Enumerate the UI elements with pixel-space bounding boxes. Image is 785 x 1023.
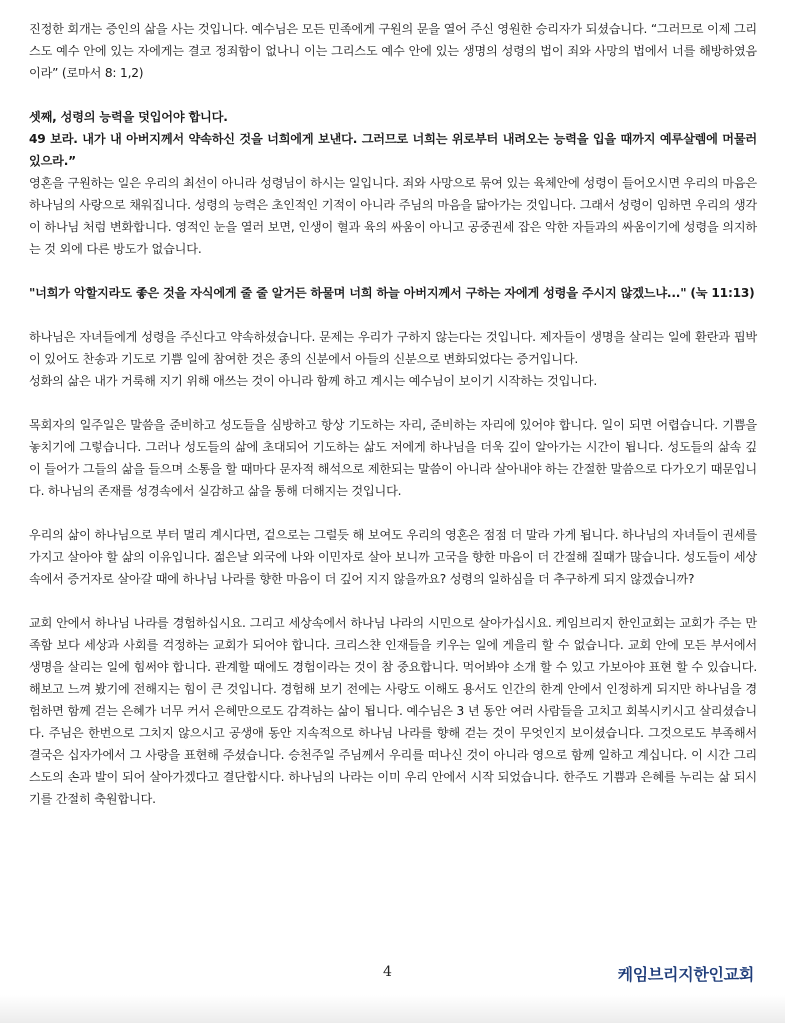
paragraph-holy-spirit: 영혼을 구원하는 일은 우리의 최선이 아니라 성령님이 하시는 일입니다. 죄와 사망으로 묶여 있는 육체안에 성령이 들어오시면 우리의 마음은 하나님의 사랑으로 채워집니다. 성령의 능력은 초인적인 기적이 아니라 주님의 마음을 닮아가는 것입니다. 그래서 성령이 임하면 우리의 생각이 하나님 처럼 변화합니다. 영적인 눈을 열러 보면, 인생이 혈과 육의 싸움이 아니고 공중권세 잡은 악한 자들과의 싸움이기에 성령을 의지하는 것 외에 다른 방도가 없습니다. <box>29 176 757 256</box>
document-body <box>29 18 757 810</box>
paragraph-pastor-week: 목회자의 일주일은 말씀을 준비하고 성도들을 심방하고 항상 기도하는 자리, 준비하는 자리에 있어야 합니다. 일이 되면 어렵습니다. 기쁨을 놓치기에 그렇습니다. 그러나 성도들의 삶에 초대되어 기도하는 삶도 저에게 하나님을 더욱 깊이 알아가는 시간이 됩니다. 성도들의 삶속 깊이 들어가 그들의 삶을 들으며 소통을 할 때마다 문자적 해석으로 제한되는 말씀이 아니라 살아내야 하는 간절한 말씀으로 다가오기 때문입니다. 하나님의 존재를 성경속에서 실감하고 삶을 통해 더해지는 것입니다. <box>29 418 757 498</box>
section-heading-holy-spirit: 셋째, 성령의 능력을 덧입어야 합니다. <box>29 110 228 124</box>
page-footer <box>0 958 785 988</box>
quote-luke-11-13: "너희가 악할지라도 좋은 것을 자식에게 줄 줄 알거든 하물며 너희 하늘 아버지께서 구하는 자에게 성령을 주시지 않겠느냐..." (눅 11:13) <box>29 286 755 300</box>
paragraph-promise: 하나님은 자녀들에게 성령을 주신다고 약속하셨습니다. 문제는 우리가 구하지 않는다는 것입니다. 제자들이 생명을 살리는 일에 환란과 핍박이 있어도 찬송과 기도로 기쁨 일에 참여한 것은 종의 신분에서 아들의 신분으로 변화되었다는 증거입니다. <box>29 330 757 366</box>
paragraph-soul-life: 우리의 삶이 하나님으로 부터 멀리 계시다면, 겉으로는 그럴듯 해 보여도 우리의 영혼은 점점 더 말라 가게 됩니다. 하나님의 자녀들이 권세를 가지고 살아야 할 삶의 이유입니다. 젊은날 외국에 나와 이민자로 살아 보니까 고국을 향한 마음이 더 간절해 질때가 많습니다. 성도들이 세상속에서 증거자로 살아갈 때에 하나님 나라를 향한 마음이 더 깊어 지지 않을까요? 성령의 일하심을 더 추구하게 되지 않겠습니까? <box>29 528 757 586</box>
viewer-bottom-edge <box>0 995 785 1023</box>
page-number: 4 <box>383 964 392 980</box>
church-name: 케임브리지한인교회 <box>617 965 754 984</box>
paragraph-repentance: 진정한 회개는 증인의 삶을 사는 것입니다. 예수님은 모든 민족에게 구원의 문을 열어 주신 영원한 승리자가 되셨습니다. “그러므로 이제 그리스도 예수 안에 있는 자에게는 결코 정죄함이 없나니 이는 그리스도 예수 안에 있는 생명의 성령의 법이 죄와 사망의 법에서 너를 해방하였음이라” (로마서 8: 1,2) <box>29 22 757 80</box>
paragraph-sanctification: 성화의 삶은 내가 거룩해 지기 위해 애쓰는 것이 아니라 함께 하고 계시는 예수님이 보이기 시작하는 것입니다. <box>29 374 598 388</box>
bible-verse-49: 49 보라. 내가 내 아버지께서 약속하신 것을 너희에게 보낸다. 그러므로 너희는 위로부터 내려오는 능력을 입을 때까지 예루살렘에 머물러 있으라.” <box>29 132 757 168</box>
paragraph-kingdom: 교회 안에서 하나님 나라를 경험하십시요. 그리고 세상속에서 하나님 나라의 시민으로 살아가십시요. 케임브리지 한인교회는 교회가 주는 만족함 보다 세상과 사회를 걱정하는 교회가 되어야 합니다. 크리스챤 인재들을 키우는 일에 게을리 할 수 없습니다. 교회 안에 모든 부서에서 생명을 살리는 일에 힘써야 합니다. 관계할 때에도 경험이라는 것이 참 중요합니다. 먹어봐야 소개 할 수 있고 가보아야 표현 할 수 있습니다. 해보고 느껴 봤기에 전해지는 힘이 큰 것입니다. 경험해 보기 전에는 사랑도 이해도 용서도 인간의 한계 안에서 인정하게 되지만 하나님을 경험하면 함께 걷는 은혜가 너무 커서 은혜만으로도 감격하는 삶이 됩니다. 예수님은 3 년 동안 여러 사람들을 고치고 회복시키시고 살리셨습니다. 주님은 한번으로 그치지 않으시고 공생애 동안 지속적으로 하나님 나라를 향해 걷는 것이 무엇인지 보이셨습니다. 그것으로도 부족해서 결국은 십자가에서 그 사랑을 표현해 주셨습니다. 승천주일 주님께서 우리를 떠나신 것이 아니라 영으로 함께 일하고 계십니다. 이 시간 그리스도의 손과 발이 되어 살아가겠다고 결단합시다. 하나님의 나라는 이미 우리 안에서 시작 되었습니다. 한주도 기쁨과 은혜를 누리는 삶 되시기를 간절히 축원합니다. <box>29 616 757 806</box>
